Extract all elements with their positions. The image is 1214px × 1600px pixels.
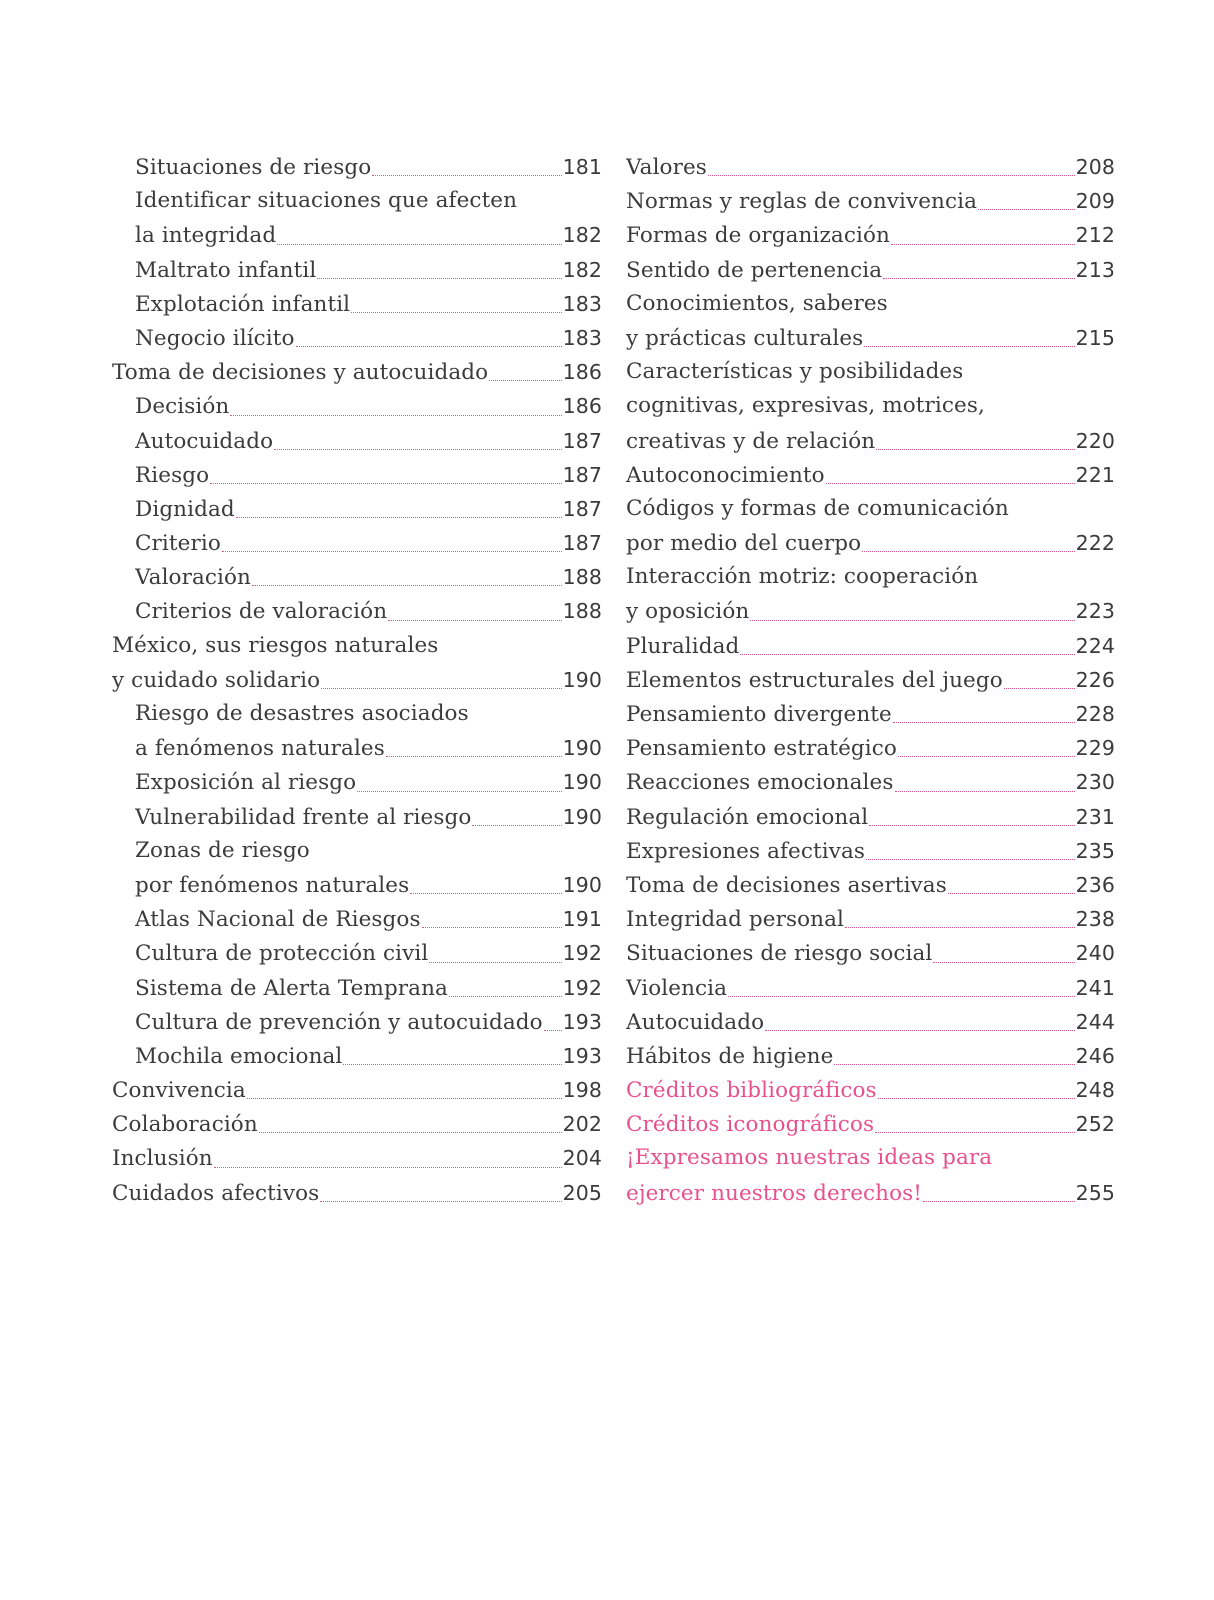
toc-entry-page-number: 222 <box>1075 531 1115 556</box>
dot-leader <box>866 859 1075 860</box>
dot-leader <box>728 996 1075 997</box>
dot-leader <box>923 1201 1075 1202</box>
dot-leader <box>274 449 561 450</box>
dot-leader <box>891 244 1075 245</box>
toc-entry-title: Maltrato infantil <box>135 257 317 283</box>
toc-entry[interactable] <box>112 321 602 355</box>
dot-leader <box>878 1098 1075 1099</box>
toc-entry-title: Valoración <box>135 565 251 591</box>
toc-entry-page-number: 181 <box>562 155 602 179</box>
toc-entry-title: Atlas Nacional de Riesgos <box>135 907 421 933</box>
toc-entry[interactable] <box>112 1107 602 1141</box>
toc-entry-page-number: 187 <box>562 462 602 487</box>
toc-entry-title: por fenómenos naturales <box>135 872 410 898</box>
toc-entry-page-number: 187 <box>562 496 602 521</box>
toc-entry[interactable] <box>112 526 602 560</box>
toc-entry-title: Expresiones afectivas <box>626 838 866 864</box>
toc-entry[interactable] <box>112 1039 602 1073</box>
toc-entry[interactable] <box>112 800 602 834</box>
toc-entry[interactable] <box>626 150 1115 184</box>
toc-entry-page-number: 244 <box>1075 1009 1115 1034</box>
toc-entry-page-number: 204 <box>562 1146 602 1171</box>
toc-entry[interactable] <box>626 458 1115 492</box>
dot-leader <box>750 620 1074 621</box>
toc-entry-title: Exposición al riesgo <box>135 770 357 796</box>
toc-entry[interactable] <box>626 1107 1115 1141</box>
dot-leader <box>357 791 561 792</box>
toc-entry-title: Toma de decisiones asertivas <box>626 872 947 898</box>
dot-leader <box>388 620 561 621</box>
toc-entry[interactable] <box>112 1141 602 1175</box>
toc-entry[interactable] <box>626 560 1115 628</box>
toc-entry-page-number: 205 <box>562 1180 602 1205</box>
dot-leader <box>876 449 1074 450</box>
toc-column-left <box>112 150 602 1210</box>
dot-leader <box>933 962 1074 963</box>
toc-entry-title: Situaciones de riesgo social <box>626 941 933 967</box>
toc-entry[interactable] <box>112 902 602 936</box>
toc-entry-title: Cultura de protección civil <box>135 941 429 967</box>
dot-leader <box>277 244 561 245</box>
dot-leader <box>372 175 561 176</box>
toc-entry-page-number: 186 <box>562 394 602 419</box>
toc-entry[interactable] <box>626 1141 1115 1209</box>
dot-leader <box>449 996 562 997</box>
toc-entry-title: ejercer nuestros derechos! <box>626 1180 923 1206</box>
toc-entry-page-number: 208 <box>1075 155 1115 179</box>
toc-entry-title: Cultura de prevención y autocuidado <box>135 1009 543 1035</box>
dot-leader <box>317 278 561 279</box>
dot-leader <box>875 1132 1074 1133</box>
toc-entry[interactable] <box>626 800 1115 834</box>
toc-entry[interactable] <box>112 458 602 492</box>
toc-entry-title: Vulnerabilidad frente al riesgo <box>135 804 472 830</box>
toc-entry-page-number: 191 <box>562 907 602 932</box>
toc-column-right <box>626 150 1115 1210</box>
dot-leader <box>893 722 1075 723</box>
toc-entry[interactable] <box>626 1005 1115 1039</box>
dot-leader <box>740 654 1074 655</box>
toc-entry[interactable] <box>626 253 1115 287</box>
toc-entry-page-number: 190 <box>562 667 602 692</box>
dot-leader <box>765 1030 1074 1031</box>
dot-leader <box>834 1064 1074 1065</box>
toc-entry-title: Códigos y formas de comunicación <box>626 495 1009 521</box>
toc-entry-title: y oposición <box>626 599 750 625</box>
toc-entry[interactable] <box>626 1073 1115 1107</box>
toc-entry-page-number: 186 <box>562 360 602 385</box>
toc-entry-title: Conocimientos, saberes <box>626 290 888 316</box>
toc-entry[interactable] <box>112 834 602 902</box>
dot-leader <box>210 483 561 484</box>
toc-entry-page-number: 226 <box>1075 667 1115 692</box>
toc-entry[interactable] <box>626 971 1115 1005</box>
toc-entry-title: Riesgo <box>135 462 210 488</box>
toc-entry-page-number: 255 <box>1075 1180 1115 1205</box>
toc-entry[interactable] <box>626 902 1115 936</box>
dot-leader <box>259 1132 562 1133</box>
dot-leader <box>489 380 561 381</box>
toc-entry-page-number: 241 <box>1075 975 1115 1000</box>
toc-entry[interactable] <box>626 936 1115 970</box>
dot-leader <box>708 175 1075 176</box>
toc-entry-page-number: 190 <box>562 770 602 795</box>
toc-entry[interactable] <box>626 287 1115 355</box>
toc-entry[interactable] <box>112 492 602 526</box>
toc-entry-page-number: 252 <box>1075 1112 1115 1137</box>
toc-entry[interactable] <box>626 355 1115 458</box>
toc-entry-title: Colaboración <box>112 1112 258 1138</box>
toc-entry[interactable] <box>112 1005 602 1039</box>
dot-leader <box>320 1201 561 1202</box>
dot-leader <box>1004 688 1075 689</box>
toc-entry[interactable] <box>626 765 1115 799</box>
dot-leader <box>472 825 561 826</box>
toc-entry-title: Negocio ilícito <box>135 325 295 351</box>
dot-leader <box>230 415 561 416</box>
toc-entry[interactable] <box>112 184 602 252</box>
toc-entry-title: la integridad <box>135 223 277 249</box>
toc-entry-title: Situaciones de riesgo <box>135 155 372 180</box>
toc-entry-title: Zonas de riesgo <box>135 837 310 863</box>
toc-entry-title: Créditos iconográficos <box>626 1112 875 1138</box>
toc-entry-title: y prácticas culturales <box>626 325 864 351</box>
toc-entry[interactable] <box>112 150 602 184</box>
toc-entry-title: Elementos estructurales del juego <box>626 667 1003 693</box>
toc-entry-title: cognitivas, expresivas, motrices, <box>626 393 985 419</box>
dot-leader <box>386 756 562 757</box>
toc-entry[interactable] <box>112 765 602 799</box>
dot-leader <box>410 893 561 894</box>
toc-entry[interactable] <box>112 389 602 423</box>
toc-entry-title: Pensamiento divergente <box>626 702 892 727</box>
toc-entry-page-number: 192 <box>562 975 602 1000</box>
toc-entry-page-number: 193 <box>562 1043 602 1068</box>
toc-entry-title: por medio del cuerpo <box>626 531 862 557</box>
toc-entry[interactable] <box>626 663 1115 697</box>
dot-leader <box>321 688 561 689</box>
toc-entry-page-number: 236 <box>1075 872 1115 897</box>
toc-entry-title: Pluralidad <box>626 633 740 659</box>
dot-leader <box>429 962 561 963</box>
toc-entry[interactable] <box>626 1039 1115 1073</box>
toc-entry-page-number: 193 <box>562 1009 602 1034</box>
toc-entry-title: Explotación infantil <box>135 291 351 317</box>
toc-entry-title: Integridad personal <box>626 907 844 933</box>
toc-entry-page-number: 182 <box>562 223 602 248</box>
toc-entry[interactable] <box>626 697 1115 731</box>
toc-entry-title: Toma de decisiones y autocuidado <box>112 360 489 386</box>
toc-entry-page-number: 209 <box>1075 189 1115 214</box>
toc-entry-title: Regulación emocional <box>626 804 869 830</box>
toc-entry-title: Normas y reglas de convivencia <box>626 189 978 215</box>
toc-entry-title: Identificar situaciones que afecten <box>135 188 518 214</box>
toc-entry-page-number: 190 <box>562 872 602 897</box>
toc-entry-page-number: 190 <box>562 736 602 761</box>
toc-entry-title: Autoconocimiento <box>626 462 825 488</box>
toc-entry-title: Mochila emocional <box>135 1043 343 1069</box>
dot-leader <box>898 756 1075 757</box>
dot-leader <box>826 483 1075 484</box>
dot-leader <box>862 551 1074 552</box>
toc-entry-title: Violencia <box>626 975 728 1001</box>
dot-leader <box>544 1030 562 1031</box>
toc-entry-page-number: 182 <box>562 257 602 282</box>
toc-entry-title: Formas de organización <box>626 223 890 249</box>
dot-leader <box>422 927 562 928</box>
toc-entry-page-number: 183 <box>562 325 602 350</box>
toc-entry-page-number: 235 <box>1075 838 1115 863</box>
toc-entry-title: Dignidad <box>135 496 235 522</box>
toc-entry-title: ¡Expresamos nuestras ideas para <box>626 1145 993 1171</box>
toc-entry-page-number: 220 <box>1075 428 1115 453</box>
toc-entry-page-number: 224 <box>1075 633 1115 658</box>
toc-entry[interactable] <box>112 560 602 594</box>
toc-entry-title: Decisión <box>135 394 230 420</box>
toc-entry-page-number: 202 <box>562 1112 602 1137</box>
toc-entry[interactable] <box>626 868 1115 902</box>
toc-entry-page-number: 188 <box>562 599 602 624</box>
toc-entry-page-number: 187 <box>562 531 602 556</box>
toc-entry-title: Criterios de valoración <box>135 599 388 625</box>
toc-entry-title: Interacción motriz: cooperación <box>626 564 979 590</box>
toc-entry[interactable] <box>112 355 602 389</box>
toc-entry-page-number: 238 <box>1075 907 1115 932</box>
toc-entry-page-number: 231 <box>1075 804 1115 829</box>
toc-entry-page-number: 192 <box>562 941 602 966</box>
toc-entry[interactable] <box>626 492 1115 560</box>
toc-entry[interactable] <box>112 287 602 321</box>
toc-entry-title: Hábitos de higiene <box>626 1043 834 1069</box>
toc-entry-page-number: 187 <box>562 428 602 453</box>
toc-entry-page-number: 228 <box>1075 702 1115 726</box>
toc-entry[interactable] <box>112 1176 602 1210</box>
toc-entry-title: Autocuidado <box>135 428 274 454</box>
dot-leader <box>343 1064 561 1065</box>
dot-leader <box>845 927 1075 928</box>
toc-entry-title: Autocuidado <box>626 1009 765 1035</box>
toc-entry[interactable] <box>112 697 602 765</box>
toc-entry[interactable] <box>626 731 1115 765</box>
toc-entry[interactable] <box>626 218 1115 252</box>
toc-entry-page-number: 198 <box>562 1078 602 1103</box>
dot-leader <box>978 209 1075 210</box>
dot-leader <box>247 1098 562 1099</box>
toc-entry-page-number: 212 <box>1075 223 1115 248</box>
toc-entry-title: Características y posibilidades <box>626 359 964 385</box>
toc-entry[interactable] <box>112 424 602 458</box>
dot-leader <box>895 791 1075 792</box>
toc-entry-title: Cuidados afectivos <box>112 1180 320 1206</box>
toc-entry-title: Reacciones emocionales <box>626 770 894 796</box>
toc-entry-title: Riesgo de desastres asociados <box>135 701 469 726</box>
toc-entry-title: Valores <box>626 155 707 180</box>
toc-entry-page-number: 213 <box>1075 257 1115 282</box>
toc-entry[interactable] <box>112 1073 602 1107</box>
toc-entry-title: a fenómenos naturales <box>135 736 385 762</box>
dot-leader <box>351 312 561 313</box>
toc-entry-title: Pensamiento estratégico <box>626 736 897 762</box>
toc-entry-page-number: 229 <box>1075 736 1115 761</box>
toc-entry-page-number: 246 <box>1075 1043 1115 1068</box>
toc-entry[interactable] <box>112 629 602 697</box>
toc-entry[interactable] <box>112 594 602 628</box>
toc-entry-title: Criterio <box>135 531 221 557</box>
dot-leader <box>883 278 1074 279</box>
toc-entry[interactable] <box>626 834 1115 868</box>
toc-entry-title: Sentido de pertenencia <box>626 257 883 283</box>
toc-entry-page-number: 221 <box>1075 462 1115 487</box>
toc-entry-title: creativas y de relación <box>626 428 876 454</box>
dot-leader <box>236 517 562 518</box>
toc-entry-page-number: 248 <box>1075 1078 1115 1103</box>
toc-entry-page-number: 223 <box>1075 599 1115 624</box>
toc-entry[interactable] <box>626 629 1115 663</box>
toc-entry[interactable] <box>112 936 602 970</box>
dot-leader <box>869 825 1074 826</box>
toc-entry-title: Créditos bibliográficos <box>626 1078 877 1104</box>
dot-leader <box>864 346 1074 347</box>
dot-leader <box>214 1167 562 1168</box>
dot-leader <box>948 893 1075 894</box>
toc-entry-title: Sistema de Alerta Temprana <box>135 975 448 1001</box>
toc-entry-page-number: 183 <box>562 291 602 316</box>
toc-entry-title: Convivencia <box>112 1078 246 1104</box>
toc-entry-page-number: 215 <box>1075 325 1115 350</box>
toc-entry-page-number: 190 <box>562 804 602 829</box>
dot-leader <box>222 551 562 552</box>
toc-entry-title: y cuidado solidario <box>112 667 321 693</box>
dot-leader <box>252 585 562 586</box>
toc-entry[interactable] <box>112 253 602 287</box>
toc-entry[interactable] <box>112 971 602 1005</box>
toc-entry-page-number: 230 <box>1075 770 1115 795</box>
dot-leader <box>296 346 562 347</box>
toc-entry[interactable] <box>626 184 1115 218</box>
toc-entry-title: México, sus riesgos naturales <box>112 632 439 658</box>
toc-entry-title: Inclusión <box>112 1146 213 1172</box>
toc-entry-page-number: 188 <box>562 565 602 590</box>
toc-entry-page-number: 240 <box>1075 941 1115 966</box>
